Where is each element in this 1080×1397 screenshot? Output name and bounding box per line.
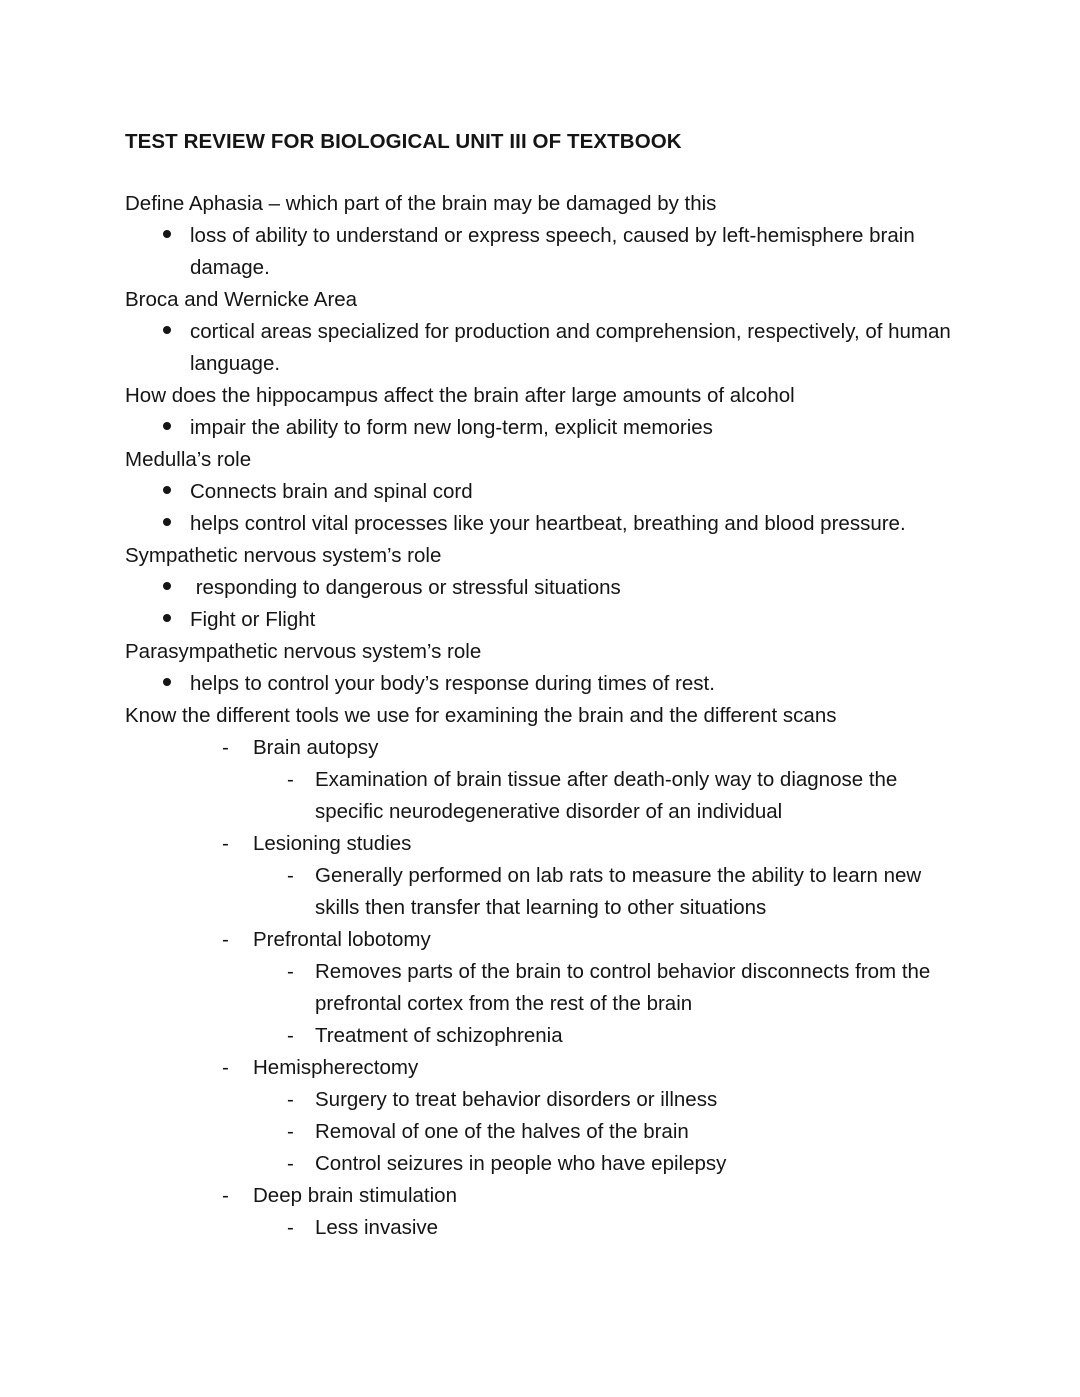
list-item-text: helps control vital processes like your heartbeat, breathing and blood pressure. [190, 512, 906, 535]
tool-subitem-text: Treatment of schizophrenia [315, 1024, 563, 1047]
bullet-icon [163, 220, 177, 252]
bullet-icon [163, 508, 177, 540]
bullet-icon [163, 316, 177, 348]
list-item-text: impair the ability to form new long-term, explicit memories [190, 416, 713, 439]
list-item [125, 668, 955, 700]
tool-subitem-text: Examination of brain tissue after death-only way to diagnose the specific neurodegenerative disorder of an individual [315, 768, 904, 823]
tool-subitem-text: Removes parts of the brain to control behavior disconnects from the prefrontal cortex from the rest of the brain [315, 960, 937, 1015]
tool-item-label: Brain autopsy [253, 736, 379, 759]
tool-item [125, 1052, 955, 1084]
document-body [125, 126, 955, 1244]
list-item-text: helps to control your body’s response during times of rest. [190, 672, 715, 695]
dash-icon: - [287, 1088, 294, 1111]
section-heading: Broca and Wernicke Area [125, 288, 358, 311]
list-item-text: Connects brain and spinal cord [190, 480, 473, 503]
list-item-text: Fight or Flight [190, 608, 316, 631]
list-item-text: cortical areas specialized for production and comprehension, respectively, of human language. [190, 320, 957, 375]
tools-section-heading: Know the different tools we use for examining the brain and the different scans [125, 704, 837, 727]
dash-icon: - [222, 736, 229, 759]
tool-subitem [125, 1116, 955, 1148]
bullet-icon [163, 604, 177, 636]
tool-subitem-text: Control seizures in people who have epilepsy [315, 1152, 727, 1175]
tool-item [125, 924, 955, 956]
tool-subitem-text: Less invasive [315, 1216, 439, 1239]
tool-subitem-text: Surgery to treat behavior disorders or illness [315, 1088, 718, 1111]
dash-icon: - [287, 1024, 294, 1047]
bullet-icon [163, 412, 177, 444]
tool-subitem [125, 1212, 955, 1244]
section-heading: Sympathetic nervous system’s role [125, 544, 442, 567]
tool-item-label: Hemispherectomy [253, 1056, 419, 1079]
list-item-text: loss of ability to understand or express speech, caused by left-hemisphere brain damage. [190, 224, 921, 279]
dash-icon: - [287, 1216, 294, 1239]
bullet-icon [163, 476, 177, 508]
list-item [125, 572, 955, 604]
bullet-icon [163, 668, 177, 700]
section-heading: Define Aphasia – which part of the brain may be damaged by this [125, 192, 717, 215]
tool-item [125, 1180, 955, 1212]
tool-subitem-text: Generally performed on lab rats to measure the ability to learn new skills then transfer that learning to other situations [315, 864, 927, 919]
tool-subitem [125, 764, 955, 828]
tool-item-label: Deep brain stimulation [253, 1184, 457, 1207]
dash-icon: - [287, 960, 294, 983]
list-item [125, 316, 955, 380]
dash-icon: - [287, 864, 294, 887]
dash-icon: - [287, 1152, 294, 1175]
tool-subitem [125, 860, 955, 924]
tool-subitem [125, 1148, 955, 1180]
dash-icon: - [222, 1184, 229, 1207]
dash-icon: - [222, 832, 229, 855]
dash-icon: - [287, 768, 294, 791]
tool-item-label: Lesioning studies [253, 832, 412, 855]
tool-item [125, 732, 955, 764]
dash-icon: - [287, 1120, 294, 1143]
bullet-icon [163, 572, 177, 604]
content-blocks [125, 188, 955, 1244]
tool-subitem [125, 1020, 955, 1052]
section-heading: How does the hippocampus affect the brain after large amounts of alcohol [125, 384, 795, 407]
page-title: TEST REVIEW FOR BIOLOGICAL UNIT III OF TEXTBOOK [125, 130, 682, 153]
tool-item-label: Prefrontal lobotomy [253, 928, 431, 951]
tool-item [125, 828, 955, 860]
dash-icon: - [222, 928, 229, 951]
section-heading: Medulla’s role [125, 448, 252, 471]
list-item [125, 220, 955, 284]
list-item-text: responding to dangerous or stressful situations [190, 576, 621, 599]
list-item [125, 412, 955, 444]
section-heading: Parasympathetic nervous system’s role [125, 640, 482, 663]
list-item [125, 508, 955, 540]
list-item [125, 604, 955, 636]
tool-subitem-text: Removal of one of the halves of the brain [315, 1120, 689, 1143]
dash-icon: - [222, 1056, 229, 1079]
tool-subitem [125, 1084, 955, 1116]
list-item [125, 476, 955, 508]
tool-subitem [125, 956, 955, 1020]
